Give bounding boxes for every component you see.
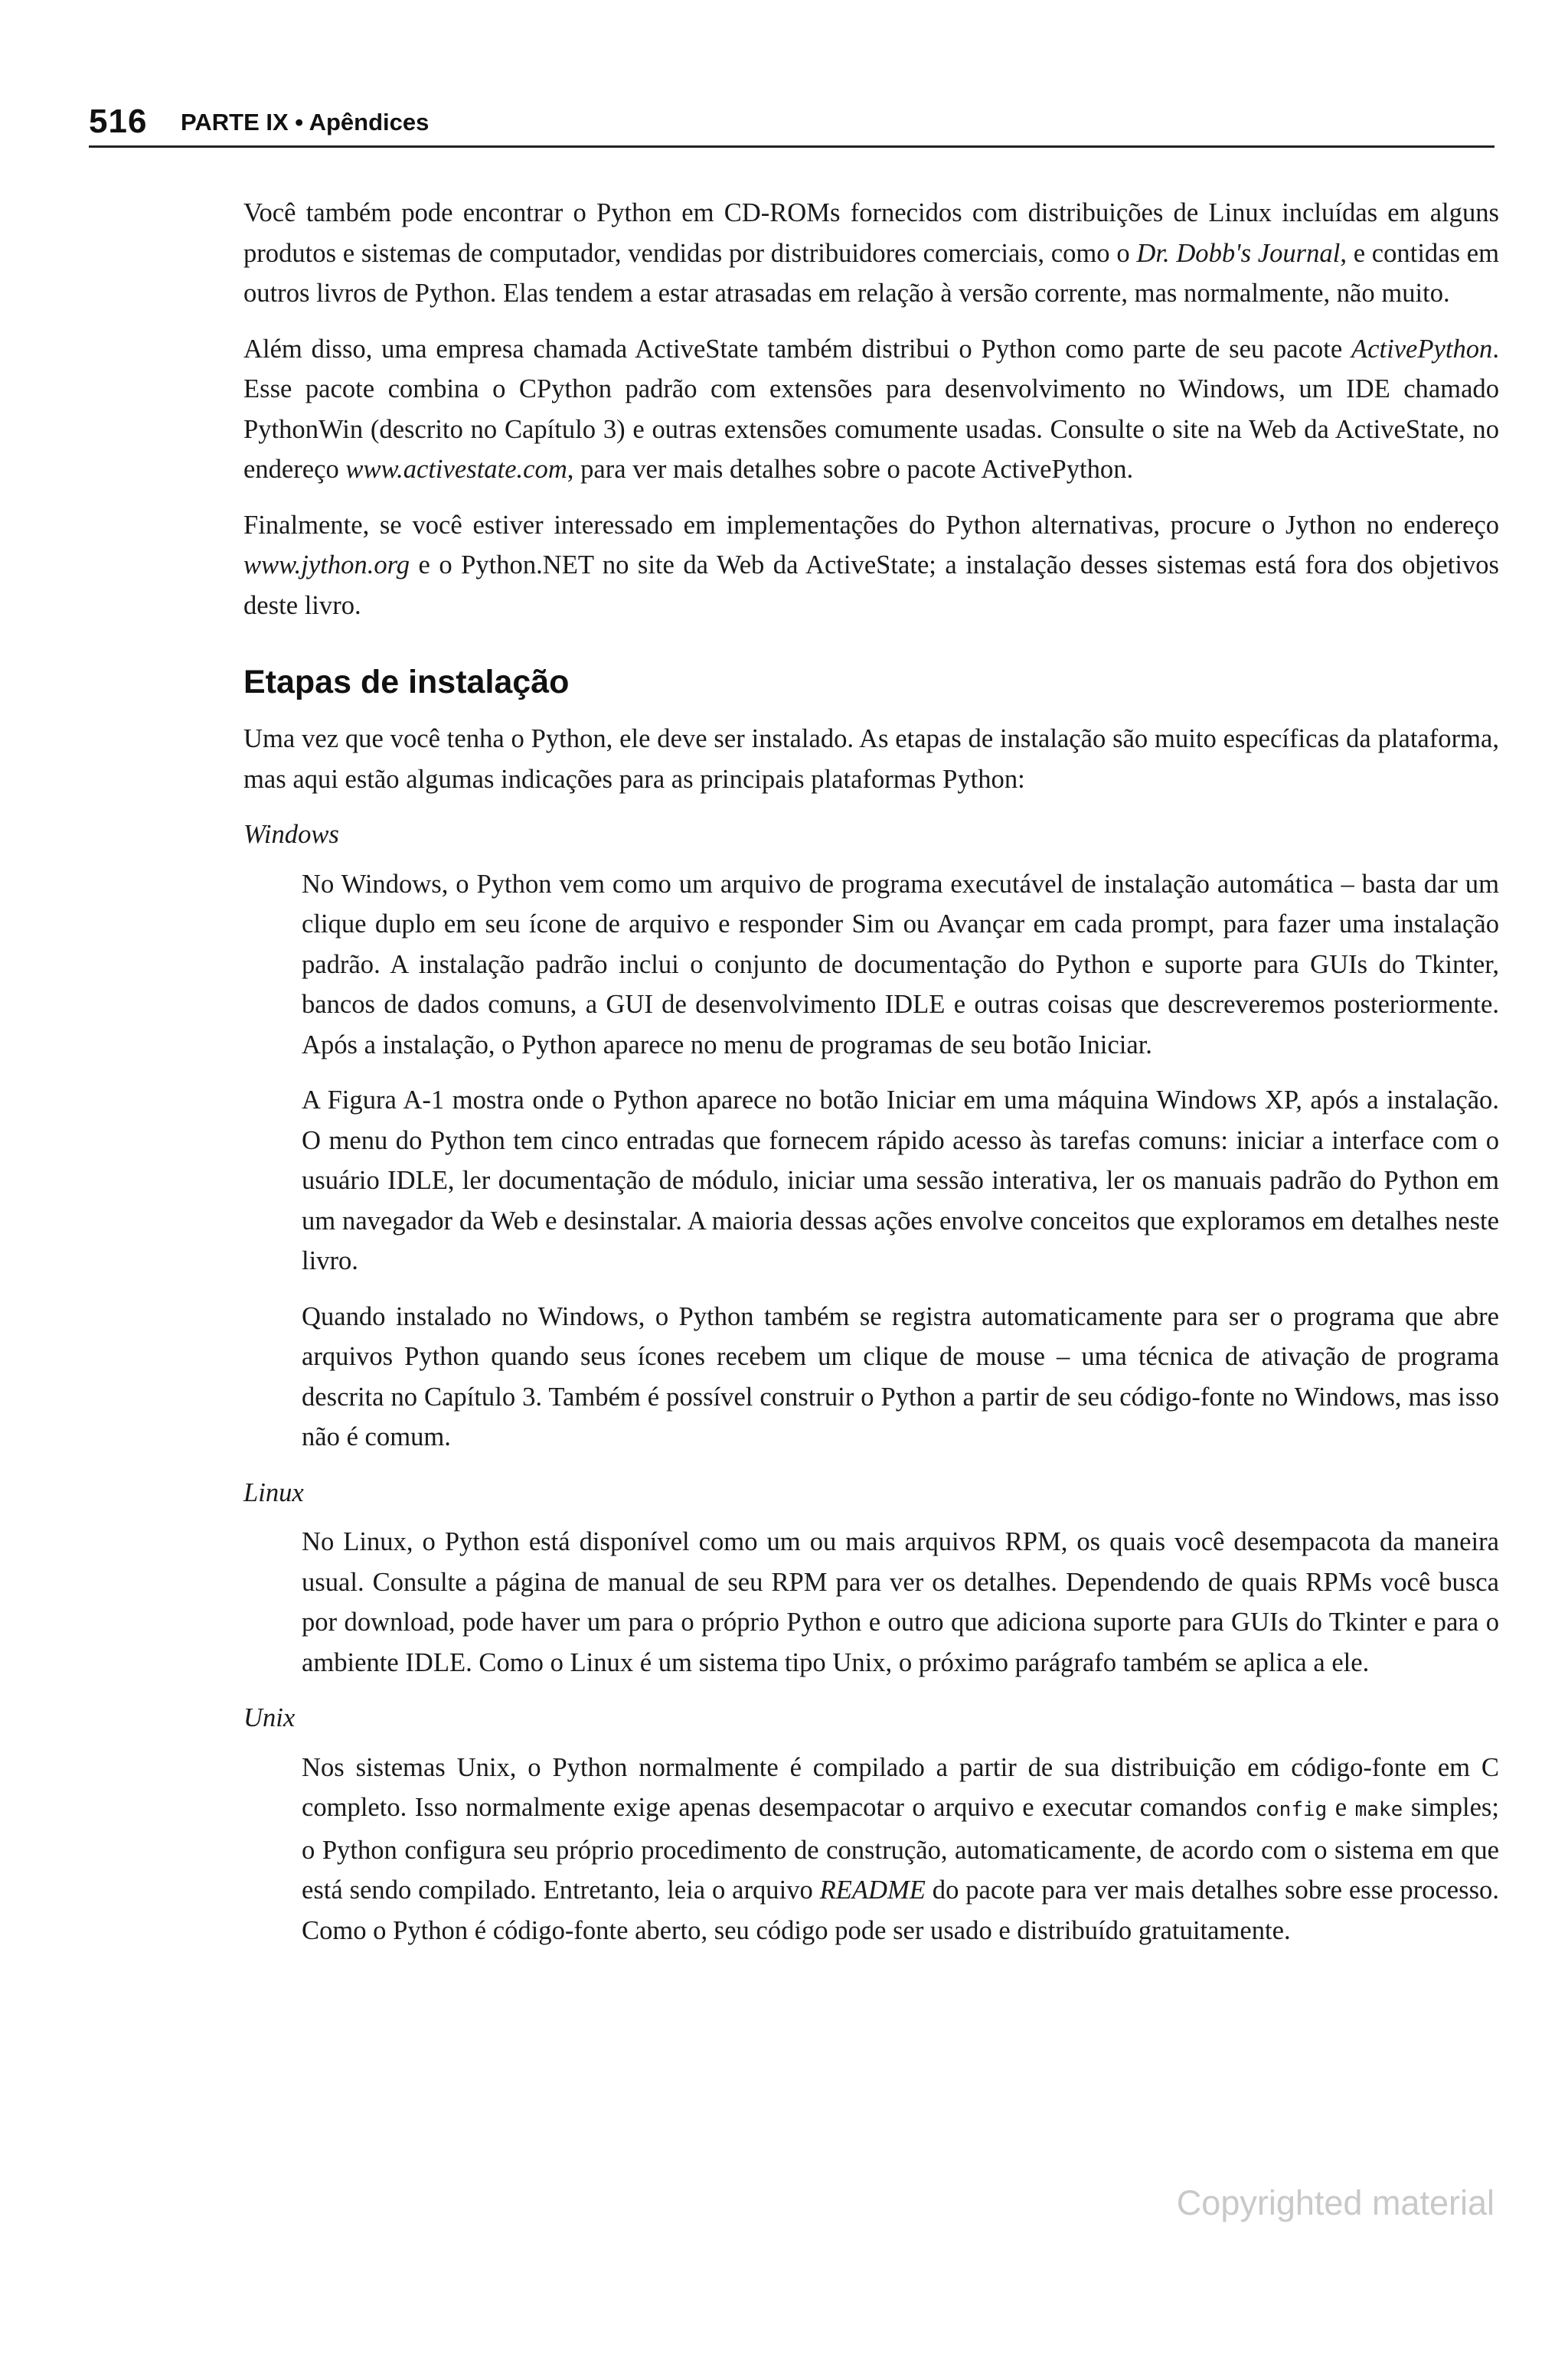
platform-label-linux: Linux — [243, 1477, 304, 1507]
paragraph-cd-roms — [243, 193, 1499, 314]
text-span: Finalmente, se você estiver interessado em implementações do Python alternativas, procure o Jython no endereço — [243, 510, 1499, 540]
section-heading: Etapas de instalação — [243, 664, 570, 700]
text-span: , para ver mais detalhes sobre o pacote ActivePython. — [567, 455, 1134, 484]
text-span: Além disso, uma empresa chamada ActiveState também distribui o Python como parte de seu pacote — [243, 334, 1352, 364]
section-intro: Uma vez que você tenha o Python, ele deve ser instalado. As etapas de instalação são muito específicas da plataforma, mas aqui estão algumas indicações para as principais plataformas Python: — [243, 724, 1499, 794]
paragraph-alternatives — [243, 505, 1499, 626]
activepython-name: ActivePython — [1351, 334, 1493, 364]
text-span: e o Python.NET no site da Web da ActiveState; a instalação desses sistemas está fora dos objetivos deste livro. — [243, 550, 1499, 620]
copyright-watermark: Copyrighted material — [1176, 2183, 1494, 2222]
text-span: . Esse pacote combina o CPython padrão com extensões para desenvolvimento no Windows, um IDE chamado PythonWin (descrito no Capítulo 3) e outras extensões comumente usadas. Consulte o site na Web da ActiveState, no endereço — [243, 334, 1499, 484]
linux-paragraph: No Linux, o Python está disponível como um ou mais arquivos RPM, os quais você desempacota da maneira usual. Consulte a página de manual de seu RPM para ver os detalhes. Dependendo de quais RPMs você busca por download, pode haver um para o próprio Python e outro que adiciona suporte para GUIs do Tkinter e para o ambiente IDLE. Como o Linux é um sistema tipo Unix, o próximo parágrafo também se aplica a ele. — [302, 1527, 1499, 1677]
text-span: , e contidas em outros livros de Python. Elas tendem a estar atrasadas em relação à versão corrente, mas normalmente, não muito. — [243, 238, 1499, 308]
page-body — [243, 193, 1499, 1966]
make-command: make — [1354, 1798, 1403, 1821]
readme-filename: README — [819, 1876, 926, 1905]
platform-label-unix: Unix — [243, 1703, 296, 1732]
windows-paragraph-3: Quando instalado no Windows, o Python também se registra automaticamente para ser o programa que abre arquivos Python quando seus ícones recebem um clique de mouse – uma técnica de ativação de programa descrita no Capítulo 3. Também é possível construir o Python a partir de seu código-fonte no Windows, mas isso não é comum. — [302, 1301, 1499, 1451]
windows-paragraph-1: No Windows, o Python vem como um arquivo de programa executável de instalação automática – basta dar um clique duplo em seu ícone de arquivo e responder Sim ou Avançar em cada prompt, para fazer uma instalação padrão. A instalação padrão inclui o conjunto de documentação do Python e suporte para GUIs do Tkinter, bancos de dados comuns, a GUI de desenvolvimento IDLE e outras coisas que descreveremos posteriormente. Após a instalação, o Python aparece no menu de programas de seu botão Iniciar. — [302, 869, 1499, 1059]
running-header — [89, 98, 1494, 148]
text-span: Nos sistemas Unix, o Python normalmente é compilado a partir de sua distribuição em código-fonte em C completo. Isso normalmente exige apenas desempacotar o arquivo e executar comandos — [302, 1752, 1499, 1822]
windows-paragraph-2: A Figura A-1 mostra onde o Python aparece no botão Iniciar em uma máquina Windows XP, após a instalação. O menu do Python tem cinco entradas que fornecem rápido acesso às tarefas comuns: iniciar a interface com o usuário IDLE, ler documentação de módulo, iniciar uma sessão interativa, ler os manuais padrão do Python em um navegador da Web e desinstalar. A maioria dessas ações envolve conceitos que exploramos em detalhes neste livro. — [302, 1086, 1499, 1275]
journal-title: Dr. Dobb's Journal — [1136, 238, 1341, 268]
text-span: Você também pode encontrar o Python em CD-ROMs fornecidos com distribuições de Linux incluídas em alguns produtos e sistemas de computador, vendidas por distribuidores comerciais, como o — [243, 198, 1499, 268]
jython-url: www.jython.org — [243, 550, 410, 579]
page-number: 516 — [89, 103, 148, 140]
paragraph-activestate — [243, 329, 1499, 490]
part-label: PARTE IX • Apêndices — [181, 109, 430, 135]
text-span: do pacote para ver mais detalhes sobre esse processo. Como o Python é código-fonte aberto, seu código pode ser usado e distribuído gratuitamente. — [302, 1876, 1499, 1945]
config-command: config — [1255, 1798, 1328, 1821]
text-span: simples; o Python configura seu próprio procedimento de construção, automaticamente, de acordo com o sistema em que está sendo compilado. Entretanto, leia o arquivo — [302, 1793, 1499, 1905]
activestate-url: www.activestate.com — [345, 455, 567, 484]
text-span: e — [1327, 1793, 1355, 1822]
platform-label-windows: Windows — [243, 820, 339, 849]
unix-paragraph — [302, 1748, 1499, 1951]
